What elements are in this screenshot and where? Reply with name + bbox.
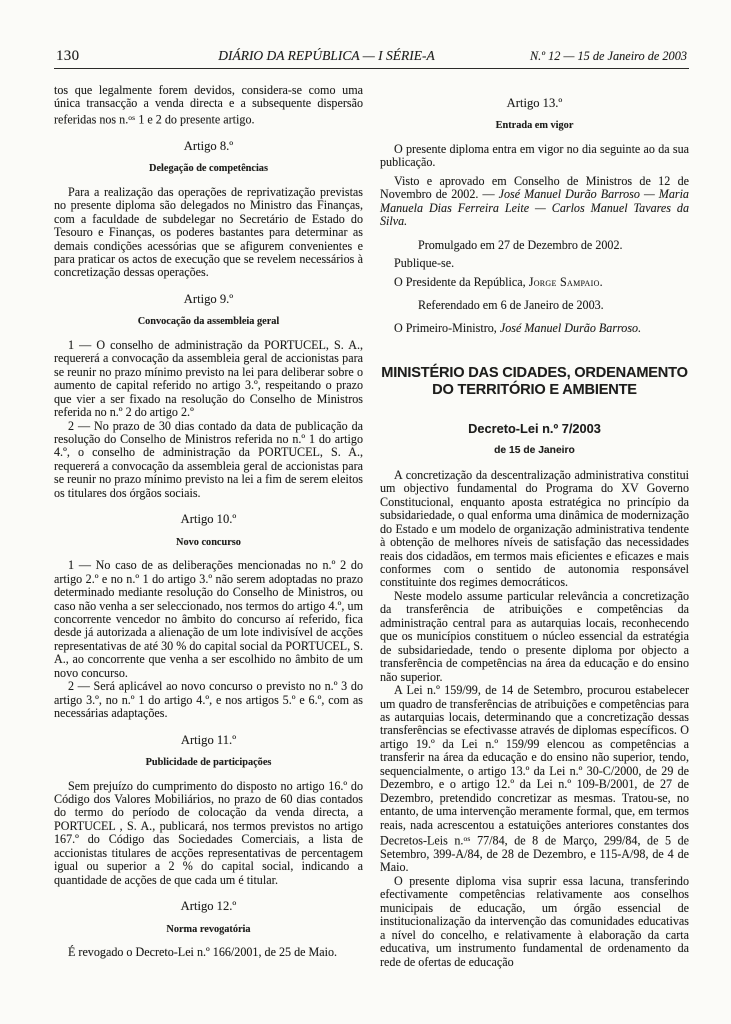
ministry-heading-line: MINISTÉRIO DAS CIDADES, ORDENAMENTO bbox=[381, 364, 688, 381]
paragraph bbox=[54, 680, 363, 720]
paragraph bbox=[380, 175, 689, 229]
text-run: 77/84, de 8 de Março, 299/84, de 5 de Setembro, 399-A/84, de 28 de Dezembro, e 115-A/98, de 4 de Maio. bbox=[380, 833, 689, 875]
text-run: O presente diploma visa suprir essa lacuna, transferindo efectivamente competências relativamente aos conselhos municipais de educação, um órgão essencial de institucionalização da intervenção das comunidades educativas a nível do concelho, e relativamente à elaboração da carta educativa, um instrumento fundamental de ordenamento da rede de ofertas de educação bbox=[380, 873, 689, 969]
text-run: Para a realização das operações de reprivatização previstas no presente diploma são delegados no Ministro das Finanças, com a faculdade de subdelegar no Secretário de Estado do Tesouro e Finanças, os poderes bastantes para determinar as demais condições acessórias que se afigurem convenientes e para praticar os actos de execução que se revelem necessários à concretização dessas operações. bbox=[54, 184, 363, 280]
text-run: os bbox=[128, 112, 136, 122]
article-heading: Artigo 11.º bbox=[180, 732, 237, 747]
text-run: O Primeiro-Ministro, bbox=[394, 321, 500, 336]
paragraph bbox=[54, 339, 363, 420]
text-run: Neste modelo assume particular relevância a concretização da transferência de atribuições e competências da administração central para as autarquias locais, reconhecendo que os municípios constituem o núcleo essencial da estratégia de subsidariedade, tendo o presente diploma por objecto a transferência de competências na área da educação e do ensino não superior. bbox=[380, 588, 689, 684]
article-heading: Artigo 8.º bbox=[183, 138, 234, 153]
text-run: Sem prejuízo do cumprimento do disposto no artigo 16.º do Código dos Valores Mobiliários, no prazo de 60 dias contados do termo do período de colocação da venda directa, a PORTUCEL , S. A., publicará, nos termos previstos no artigo 167.º do Código das Sociedades Comerciais, a lista de accionistas titulares de acções representativas de percentagem igual ou superior a 2 % do capital social, indicando a quantidade de acções de que cada um é titular. bbox=[54, 778, 363, 887]
paragraph bbox=[54, 420, 363, 501]
paragraph bbox=[380, 469, 689, 590]
article-subtitle: Norma revogatória bbox=[166, 923, 251, 935]
left-column bbox=[54, 84, 363, 969]
article-subtitle: Entrada em vigor bbox=[495, 120, 574, 132]
text-run: José Manuel Durão Barroso — Maria Manuela Dias Ferreira Leite — Carlos Manuel Tavares da Silva. bbox=[380, 187, 689, 229]
paragraph bbox=[380, 590, 689, 684]
paragraph bbox=[380, 257, 689, 270]
decree-title: Decreto-Lei n.º 7/2003 bbox=[468, 420, 601, 436]
text-run: Referendado em 6 de Janeiro de 2003. bbox=[418, 297, 604, 312]
paragraph bbox=[380, 322, 689, 335]
text-run: Promulgado em 27 de Dezembro de 2002. bbox=[418, 237, 623, 252]
page-header bbox=[54, 48, 689, 68]
text-run: É revogado o Decreto-Lei n.º 166/2001, de 25 de Maio. bbox=[68, 945, 338, 960]
article-heading: Artigo 13.º bbox=[506, 96, 563, 110]
paragraph bbox=[380, 143, 689, 170]
text-run: José Manuel Durão Barroso. bbox=[499, 321, 642, 336]
text-run: 2 — Será aplicável ao novo concurso o previsto no n.º 3 do artigo 3.º, no n.º 1 do artigo 4.º, e nos artigos 5.º e 6.º, com as necessárias adaptações. bbox=[54, 679, 363, 721]
text-run: 1 e 2 do presente artigo. bbox=[135, 112, 255, 127]
paragraph bbox=[54, 780, 363, 888]
article-heading: Artigo 9.º bbox=[183, 291, 234, 306]
text-run: Jorge Sampaio bbox=[528, 274, 600, 289]
content-columns bbox=[54, 84, 689, 969]
journal-title: DIÁRIO DA REPÚBLICA — I SÉRIE-A bbox=[218, 48, 435, 63]
ministry-heading-line: DO TERRITÓRIO E AMBIENTE bbox=[432, 381, 637, 398]
paragraph bbox=[380, 276, 689, 289]
paragraph bbox=[380, 684, 689, 875]
article-heading: Artigo 12.º bbox=[180, 899, 237, 914]
text-run: tos que legalmente forem devidos, considera-se como uma única transacção a venda directa e a subsequente dispersão referidas nos n. bbox=[54, 83, 363, 127]
text-run: 1 — No caso de as deliberações mencionadas no n.º 2 do artigo 2.º e no n.º 1 do artigo 3.º não serem adoptadas no prazo determinado mediante resolução do Conselho de Ministros, ou caso não venha a ser seleccionado, nos termos do artigo 4.º, um concorrente vencedor no âmbito do concurso aí referido, fica desde já autorizada a alienação de um lote indivisível de acções representativas de até 30 % do capital social da PORTUCEL, S. A., ao concorrente que venha a ser escolhido no âmbito de um novo concurso. bbox=[54, 558, 363, 680]
text-run: Visto e aprovado em Conselho de Ministros de 12 de Novembro de 2002. — bbox=[380, 173, 689, 202]
paragraph bbox=[54, 946, 363, 959]
paragraph bbox=[54, 84, 363, 127]
paragraph bbox=[380, 299, 689, 312]
text-run: . bbox=[599, 274, 603, 289]
issue-info: N.º 12 — 15 de Janeiro de 2003 bbox=[529, 49, 687, 63]
paragraph bbox=[54, 559, 363, 680]
page-number: 130 bbox=[56, 48, 80, 64]
decree-date: de 15 de Janeiro bbox=[494, 445, 575, 457]
article-subtitle: Novo concurso bbox=[176, 536, 241, 548]
text-run: A concretização da descentralização administrativa constitui um objectivo fundamental do Programa do XV Governo Constitucional, enquanto aposta estratégica no princípio da subsidariedade, o qual enforma uma dinâmica de modernização do Estado e um modelo de organização administrativa tendente à obtenção de melhores níveis de satisfação das necessidades reais dos cidadãos, em termos mais eficientes e eficazes e mais conformes com o sentido de autonomia responsável constituinte dos regimes democráticos. bbox=[380, 467, 689, 590]
article-subtitle: Publicidade de participações bbox=[145, 757, 272, 769]
article-subtitle: Convocação da assembleia geral bbox=[137, 316, 280, 328]
right-column bbox=[380, 84, 689, 969]
article-subtitle: Delegação de competências bbox=[149, 163, 268, 175]
text-run: O presente diploma entra em vigor no dia seguinte ao da sua publicação. bbox=[380, 141, 689, 170]
header-rule bbox=[54, 68, 689, 69]
article-heading: Artigo 10.º bbox=[180, 512, 237, 527]
text-run: A Lei n.º 159/99, de 14 de Setembro, procurou estabelecer um quadro de transferências de atribuições e competências para as autarquias locais, determinando que a concretização dessas transferências se efectivasse através de diplomas específicos. O artigo 19.º da Lei n.º 159/99 elencou as competências a transferir na área da educação e do ensino não superior, tendo, sequencialmente, o artigo 13.º da Lei n.º 30-C/2000, de 29 de Dezembro, e o artigo 12.º da Lei n.º 109-B/2001, de 27 de Dezembro, pretendido concretizar as mesmas. Tratou-se, no entanto, de uma intervenção meramente formal, que, em termos reais, nada acrescentou a estatuições anteriores constantes dos Decretos-Leis n. bbox=[380, 683, 689, 848]
text-run: os bbox=[463, 834, 471, 844]
paragraph bbox=[380, 239, 689, 252]
text-run: 1 — O conselho de administração da PORTUCEL, S. A., requererá a convocação da assembleia geral de accionistas para se reunir no prazo mínimo previsto na lei para deliberar sobre o aumento de capital referido no artigo 3.º, respeitando o prazo que vier a ser fixado na resolução do Conselho de Ministros referida no n.º 2 do artigo 2.º bbox=[54, 337, 363, 420]
text-run: 2 — No prazo de 30 dias contado da data de publicação da resolução do Conselho de Ministros referida no n.º 1 do artigo 4.º, o conselho de administração da PORTUCEL, S. A., requererá a convocação da assembleia geral de accionistas para se reunir no prazo mínimo previsto na lei a fim de serem eleitos os titulares dos órgãos sociais. bbox=[54, 418, 363, 500]
text-run: O Presidente da República, bbox=[394, 274, 529, 289]
paragraph bbox=[54, 186, 363, 280]
text-run: Publique-se. bbox=[394, 256, 455, 271]
ministry-heading bbox=[380, 365, 689, 399]
paragraph bbox=[380, 875, 689, 969]
